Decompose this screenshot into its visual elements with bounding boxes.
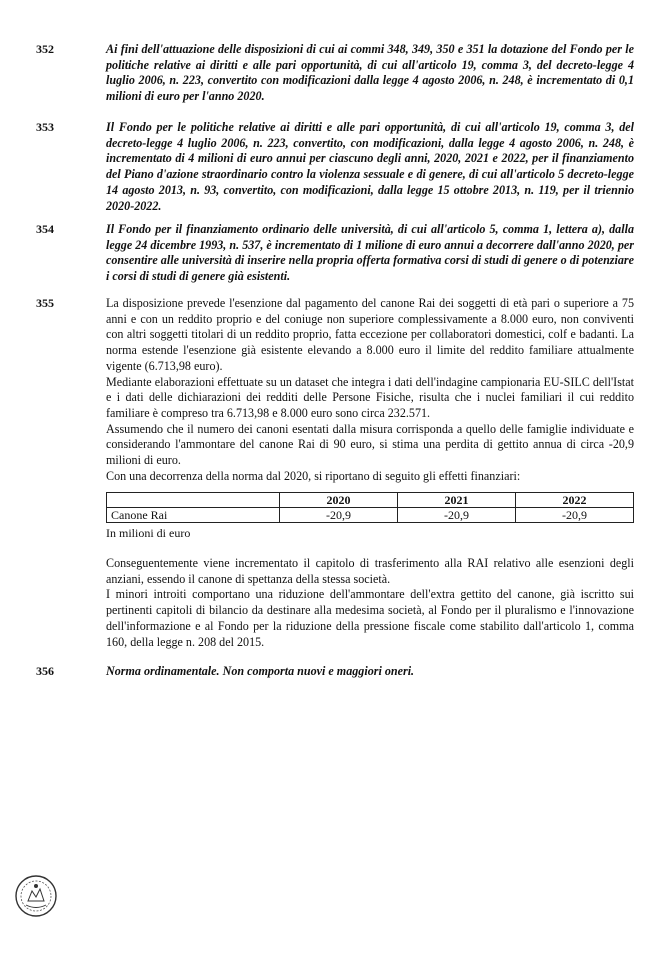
- paragraph: Conseguentemente viene incrementato il capitolo di trasferimento alla RAI relativo alle esenzioni degli anziani, essendo il canone di spettanza della stessa società.: [106, 556, 634, 586]
- comma-number: 353: [36, 120, 54, 134]
- comma-number: 354: [36, 222, 54, 236]
- comma-text: Il Fondo per le politiche relative ai diritti e alle pari opportunità, di cui all'articolo 19, comma 3, del decreto-legge 4 luglio 2006, n. 223, convertito, con modificazioni, dalla legge 4 agosto 2006, n. 248, è incrementato di 4 milioni di euro annui per ciascuno degli anni, 2020, 2021 e 2022, per il finanziamento del Piano d'azione straordinario contro la violenza sessuale e di genere, di cui all'articolo 5 decreto-legge 14 agosto 2013, n. 93, convertito, con modificazioni, dalla legge 15 ottobre 2013, n. 119, per il triennio 2020-2022.: [106, 120, 634, 213]
- comma-number: 352: [36, 42, 54, 56]
- comma-text: Ai fini dell'attuazione delle disposizioni di cui ai commi 348, 349, 350 e 351 la dotazione del Fondo per le politiche relative ai diritti e alle pari opportunità, di cui all'articolo 19, comma 3, del decreto-legge 4 luglio 2006, n. 223, convertito con modificazioni dalla legge 4 agosto 2006, n. 248, è incrementato di 0,1 milioni di euro per l'anno 2020.: [106, 42, 634, 104]
- seal-icon: [14, 874, 58, 918]
- comma-text: [106, 296, 634, 484]
- row-label: Canone Rai: [107, 508, 280, 523]
- table-header-row: [107, 493, 634, 508]
- comma-number: 355: [36, 296, 54, 310]
- comma-text-continued: [106, 556, 634, 650]
- table-row: [107, 508, 634, 523]
- table-header-cell: [107, 493, 280, 508]
- table-cell: -20,9: [398, 508, 516, 523]
- table-cell: -20,9: [516, 508, 634, 523]
- comma-text: Norma ordinamentale. Non comporta nuovi e maggiori oneri.: [106, 664, 415, 678]
- comma-number: 356: [36, 664, 54, 678]
- table-header-cell: 2021: [398, 493, 516, 508]
- paragraph: Con una decorrenza della norma dal 2020, si riportano di seguito gli effetti finanziari:: [106, 468, 521, 483]
- paragraph: I minori introiti comportano una riduzione dell'ammontare dell'extra gettito del canone, già iscritto sui pertinenti capitoli di bilancio da destinare alla medesima società, al Fondo per il pluralismo e l'innovazione dell'informazione e al Fondo per la riduzione della pressione fiscale come stabilito dall'articolo 1, comma 160, della legge n. 208 del 2015.: [106, 587, 634, 649]
- table-header-cell: 2022: [516, 493, 634, 508]
- table-cell: -20,9: [280, 508, 398, 523]
- comma-text: Il Fondo per il finanziamento ordinario delle università, di cui all'articolo 5, comma 1, lettera a), dalla legge 24 dicembre 1993, n. 537, è incrementato di 1 milione di euro annui a decorrere dall'anno 2020, per consentire alle università di inserire nella propria offerta formativa corsi di studi di genere o di potenziare i corsi di studi di genere già esistenti.: [106, 222, 634, 284]
- paragraph: Mediante elaborazioni effettuate su un dataset che integra i dati dell'indagine campionaria EU-SILC dell'Istat e i dati delle dichiarazioni dei redditi delle Persone Fisiche, risulta che i nuclei familiari il cui reddito familiare è compreso tra 6.713,98 e 8.000 euro sono circa 232.571.: [106, 374, 634, 420]
- table-header-cell: 2020: [280, 493, 398, 508]
- paragraph: Assumendo che il numero dei canoni esentati dalla misura corrisponda a quello delle famiglie individuate e considerando l'ammontare del canone Rai di 90 euro, si stima una perdita di gettito annua di circa -20,9 milioni di euro.: [106, 421, 634, 468]
- paragraph: La disposizione prevede l'esenzione dal pagamento del canone Rai dei soggetti di età pari o superiore a 75 anni e con un reddito proprio e del coniuge non superiore complessivamente a 8.000 euro, non conviventi con altri soggetti titolari di un reddito proprio, fatta eccezione per collaboratori domestici, colf e badanti. La norma estende l'esenzione già esistente elevando a 8.000 euro il limite del reddito familiare attualmente vigente (6.713,98 euro).: [106, 296, 634, 373]
- table-unit-note: In milioni di euro: [106, 526, 191, 540]
- financial-effects-table: [106, 492, 634, 523]
